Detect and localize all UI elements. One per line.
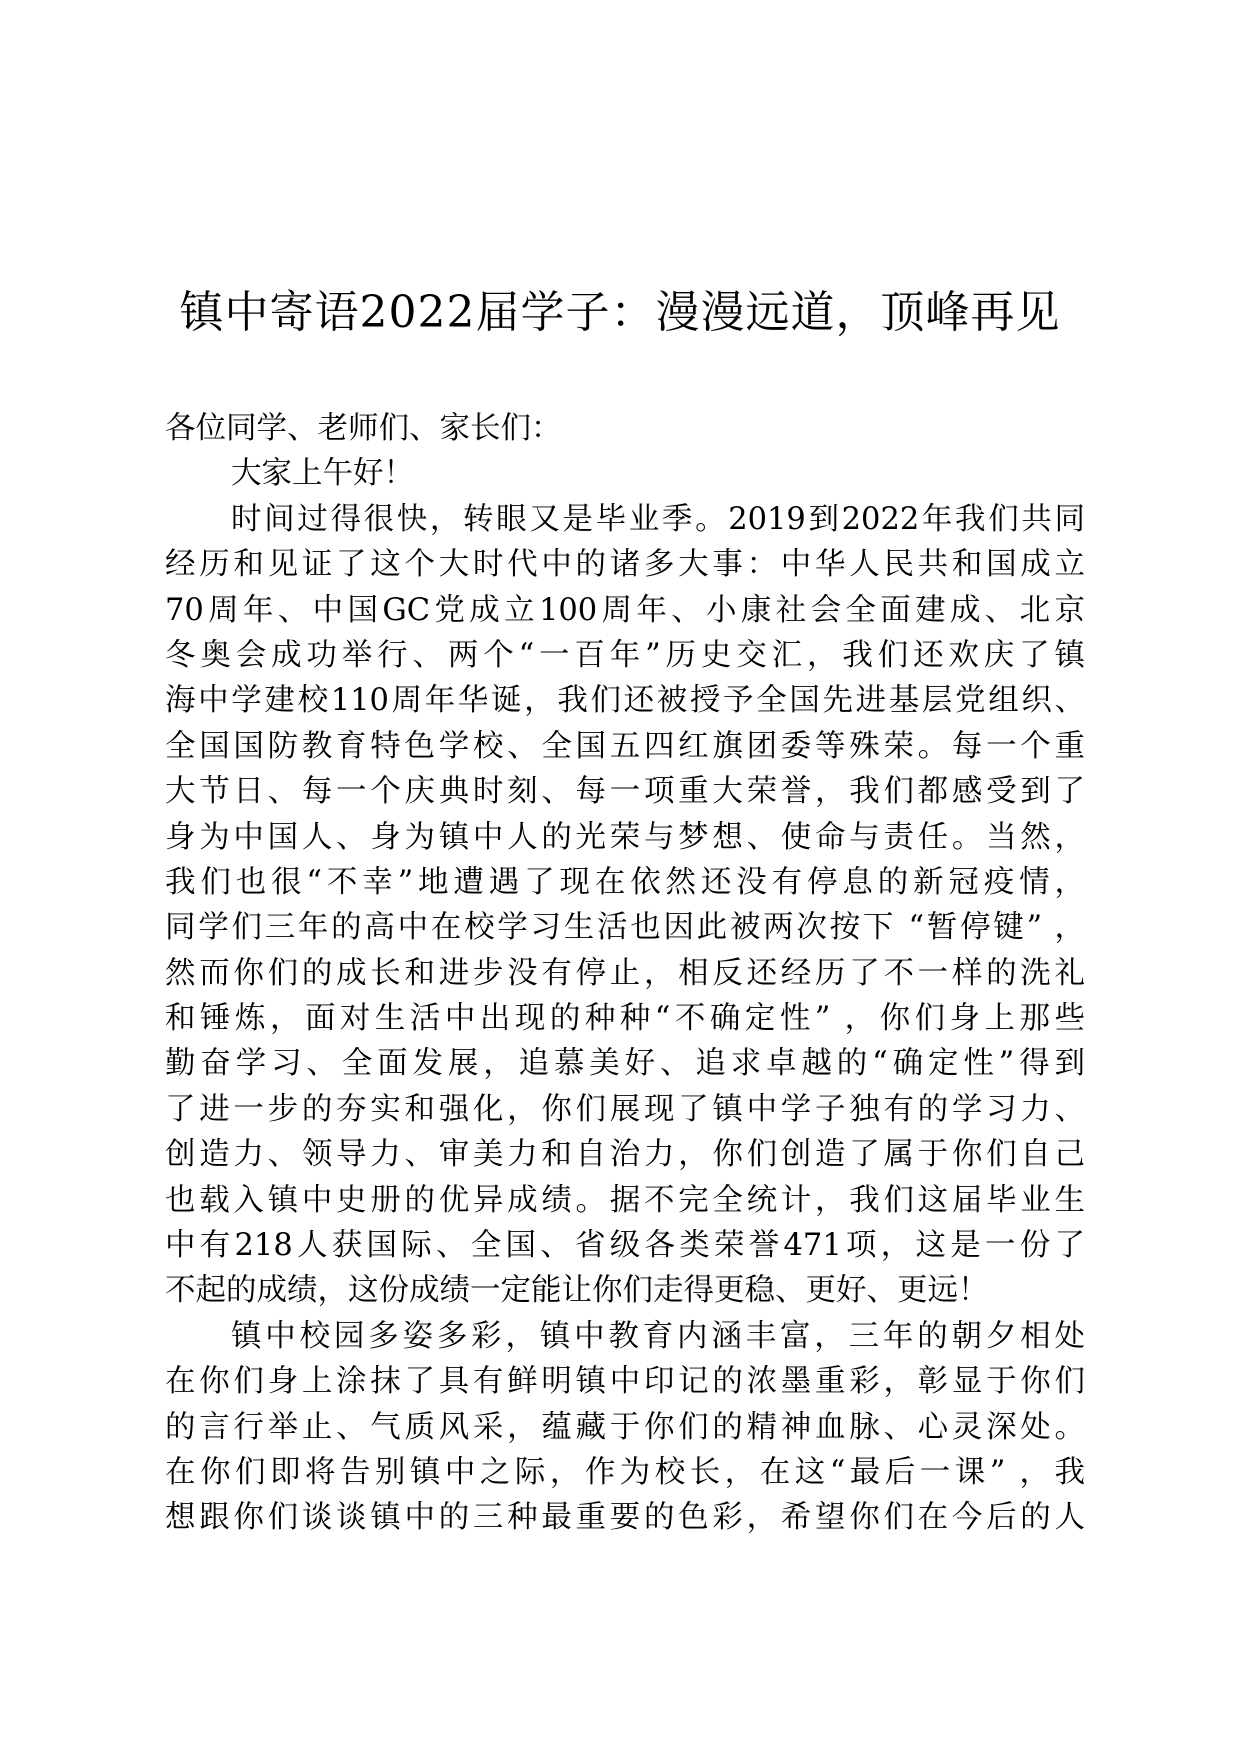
- body-line: 同学们三年的高中在校学习生活也因此被两次按下 “暂停键” ，: [165, 910, 1085, 946]
- body-line: 我们也很“不幸”地遭遇了现在依然还没有停息的新冠疫情，: [165, 864, 1085, 900]
- body-line: 时间过得很快，转眼又是毕业季。2019到2022年我们共同: [231, 501, 1085, 537]
- body-line: 也载入镇中史册的优异成绩。据不完全统计，我们这届毕业生: [165, 1182, 1085, 1218]
- body-line: 不起的成绩，这份成绩一定能让你们走得更稳、更好、更远！: [165, 1273, 989, 1309]
- body-line: 经历和见证了这个大时代中的诸多大事：中华人民共和国成立: [165, 547, 1085, 583]
- body-line: 勤奋学习、全面发展，追慕美好、追求卓越的“确定性”得到: [165, 1046, 1085, 1082]
- body-line: 在你们身上涂抹了具有鲜明镇中印记的浓墨重彩，彰显于你们: [165, 1364, 1085, 1400]
- body-line: 在你们即将告别镇中之际，作为校长，在这“最后一课” ，我: [165, 1454, 1085, 1490]
- body-line: 大节日、每一个庆典时刻、每一项重大荣誉，我们都感受到了: [165, 774, 1085, 810]
- body-line: 和锤炼，面对生活中出现的种种“不确定性” ，你们身上那些: [165, 1001, 1085, 1037]
- body-line: 大家上午好！: [231, 456, 414, 492]
- body-line: 70周年、中国GC党成立100周年、小康社会全面建成、北京: [165, 592, 1085, 628]
- body-line: 身为中国人、身为镇中人的光荣与梦想、使命与责任。当然，: [165, 819, 1085, 855]
- body-line: 冬奥会成功举行、两个“一百年”历史交汇，我们还欢庆了镇: [165, 637, 1085, 673]
- body-line: 镇中校园多姿多彩，镇中教育内涵丰富，三年的朝夕相处: [231, 1318, 1085, 1354]
- document-title: 镇中寄语2022届学子：漫漫远道，顶峰再见: [179, 287, 1061, 338]
- body-line: 海中学建校110周年华诞，我们还被授予全国先进基层党组织、: [165, 683, 1085, 719]
- body-line: 了进一步的夯实和强化，你们展现了镇中学子独有的学习力、: [165, 1091, 1085, 1127]
- body-line: 全国国防教育特色学校、全国五四红旗团委等殊荣。每一个重: [165, 728, 1085, 764]
- document-body: [165, 406, 1085, 1541]
- body-line: 各位同学、老师们、家长们：: [165, 411, 562, 446]
- body-line: 的言行举止、气质风采，蕴藏于你们的精神血脉、心灵深处。: [165, 1409, 1085, 1445]
- body-line: 然而你们的成长和进步没有停止，相反还经历了不一样的洗礼: [165, 955, 1085, 991]
- body-line: 创造力、领导力、审美力和自治力，你们创造了属于你们自己: [165, 1137, 1085, 1173]
- body-line: 想跟你们谈谈镇中的三种最重要的色彩，希望你们在今后的人: [165, 1500, 1085, 1536]
- body-line: 中有218人获国际、全国、省级各类荣誉471项，这是一份了: [165, 1228, 1085, 1264]
